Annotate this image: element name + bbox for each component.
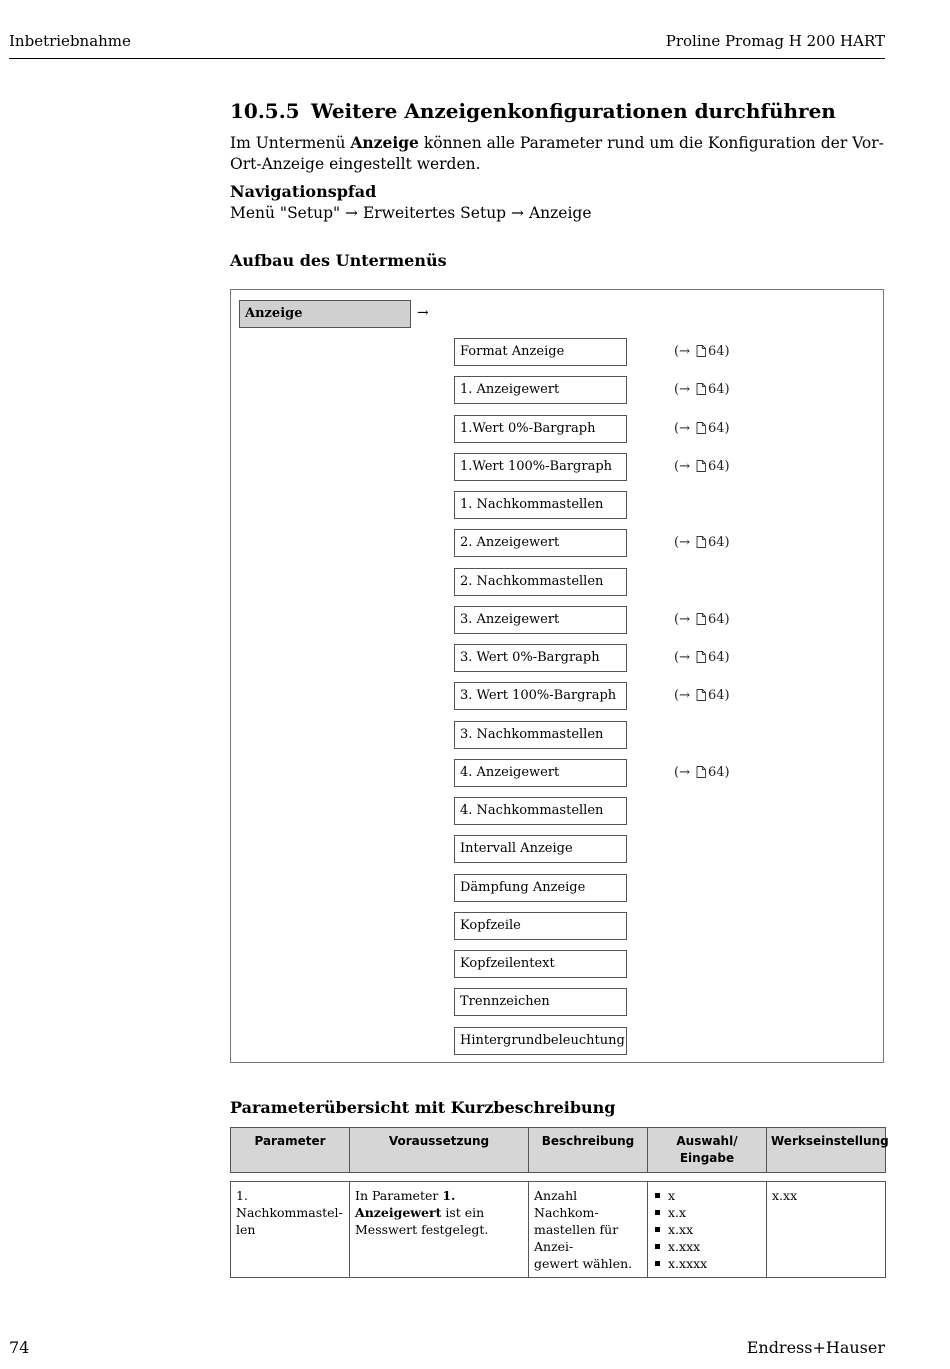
cell-condition bbox=[350, 1182, 529, 1278]
submenu-item-box: Trennzeichen bbox=[454, 988, 627, 1016]
ref-close: ) bbox=[724, 764, 730, 780]
ref-page-number: 64 bbox=[707, 458, 725, 474]
intro-bold-term: Anzeige bbox=[350, 133, 419, 152]
ref-open: ( bbox=[674, 535, 680, 551]
navigation-path: Menü "Setup" → Erweitertes Setup → Anzeige bbox=[230, 204, 592, 222]
ref-page-number: 64 bbox=[707, 420, 725, 436]
submenu-item-box: 1. Nachkommastellen bbox=[454, 491, 627, 519]
page-number: 74 bbox=[9, 1338, 30, 1357]
ref-arrow: → bbox=[679, 420, 690, 436]
running-header-left: Inbetriebnahme bbox=[9, 32, 131, 50]
intro-paragraph bbox=[230, 132, 890, 175]
cell-options bbox=[648, 1182, 767, 1278]
ref-arrow: → bbox=[679, 688, 690, 704]
ref-arrow: → bbox=[679, 764, 690, 780]
submenu-item-box: Kopfzeilentext bbox=[454, 950, 627, 978]
submenu-item-box: 2. Nachkommastellen bbox=[454, 568, 627, 596]
ref-close: ) bbox=[724, 382, 730, 398]
document-page-icon bbox=[696, 345, 706, 357]
submenu-item-box: 1.Wert 0%-Bargraph bbox=[454, 415, 627, 443]
cell-parameter: 1. Nachkommastel- len bbox=[231, 1182, 350, 1278]
submenu-item-box: 3. Anzeigewert bbox=[454, 606, 627, 634]
ref-open: ( bbox=[674, 344, 680, 359]
page-reference[interactable] bbox=[674, 459, 730, 474]
submenu-item-box: Dämpfung Anzeige bbox=[454, 874, 627, 902]
submenu-item-box: 4. Nachkommastellen bbox=[454, 797, 627, 825]
col-header-parameter: Parameter bbox=[231, 1128, 350, 1173]
ref-arrow: → bbox=[679, 611, 690, 627]
intro-text-start: Im Untermenü bbox=[230, 134, 351, 152]
option-item: x.xxxx bbox=[653, 1255, 761, 1272]
condition-bold-term: 1. Anzeigewert bbox=[355, 1188, 456, 1220]
document-page-icon bbox=[696, 766, 706, 778]
cell-default: x.xx bbox=[767, 1182, 886, 1278]
ref-close: ) bbox=[724, 344, 730, 359]
ref-open: ( bbox=[674, 764, 680, 780]
ref-page-number: 64 bbox=[707, 611, 725, 627]
submenu-item-box: 4. Anzeigewert bbox=[454, 759, 627, 787]
cell-description: Anzahl Nachkom- mastellen für Anzei- gewert wählen. bbox=[529, 1182, 648, 1278]
ref-page-number: 64 bbox=[707, 382, 725, 398]
document-page-icon bbox=[696, 383, 706, 395]
submenu-item-box: 3. Wert 0%-Bargraph bbox=[454, 644, 627, 672]
submenu-item-box: Hintergrundbeleuchtung bbox=[454, 1027, 627, 1055]
submenu-root-box: Anzeige bbox=[239, 300, 411, 328]
submenu-item-box: Intervall Anzeige bbox=[454, 835, 627, 863]
ref-close: ) bbox=[724, 535, 730, 551]
document-page-icon bbox=[696, 460, 706, 472]
section-title: Weitere Anzeigenkonfigurationen durchführen bbox=[311, 99, 836, 123]
ref-close: ) bbox=[724, 611, 730, 627]
ref-open: ( bbox=[674, 650, 680, 665]
page-reference[interactable] bbox=[674, 765, 730, 780]
ref-close: ) bbox=[724, 688, 730, 704]
submenu-heading: Aufbau des Untermenüs bbox=[230, 251, 447, 270]
col-header-werkseinstellung: Werkseinstellung bbox=[767, 1128, 886, 1173]
page-reference[interactable] bbox=[674, 344, 730, 359]
ref-open: ( bbox=[674, 458, 680, 474]
page-reference[interactable] bbox=[674, 421, 730, 436]
page-reference[interactable] bbox=[674, 688, 730, 703]
ref-close: ) bbox=[724, 420, 730, 436]
submenu-item-box: Kopfzeile bbox=[454, 912, 627, 940]
page-reference[interactable] bbox=[674, 535, 730, 550]
ref-open: ( bbox=[674, 688, 680, 704]
option-item: x.xx bbox=[653, 1221, 761, 1238]
ref-close: ) bbox=[724, 458, 730, 474]
ref-arrow: → bbox=[679, 535, 690, 551]
running-header-right: Proline Promag H 200 HART bbox=[665, 32, 885, 50]
table-row bbox=[231, 1182, 886, 1278]
submenu-arrow: → bbox=[417, 305, 429, 321]
page-reference[interactable] bbox=[674, 650, 730, 665]
ref-arrow: → bbox=[679, 382, 690, 398]
brand-footer: Endress+Hauser bbox=[746, 1338, 885, 1357]
document-page-icon bbox=[696, 651, 706, 663]
ref-page-number: 64 bbox=[707, 650, 725, 665]
ref-close: ) bbox=[724, 650, 730, 665]
document-page-icon bbox=[696, 613, 706, 625]
ref-page-number: 64 bbox=[707, 535, 725, 551]
ref-page-number: 64 bbox=[707, 764, 725, 780]
param-table-header bbox=[230, 1127, 889, 1173]
col-header-voraussetzung: Voraussetzung bbox=[350, 1128, 529, 1173]
submenu-item-box: 1. Anzeigewert bbox=[454, 376, 627, 404]
document-page-icon bbox=[696, 536, 706, 548]
document-page-icon bbox=[696, 422, 706, 434]
ref-page-number: 64 bbox=[707, 688, 725, 704]
document-page-icon bbox=[696, 689, 706, 701]
header-rule bbox=[9, 58, 885, 59]
ref-arrow: → bbox=[679, 650, 690, 665]
option-list bbox=[653, 1187, 761, 1272]
section-number: 10.5.5 bbox=[230, 99, 300, 123]
option-item: x.xxx bbox=[653, 1238, 761, 1255]
page-reference[interactable] bbox=[674, 612, 730, 627]
col-header-beschreibung: Beschreibung bbox=[529, 1128, 648, 1173]
page-reference[interactable] bbox=[674, 382, 730, 397]
submenu-diagram-frame bbox=[230, 289, 884, 1063]
submenu-item-box: 3. Wert 100%-Bargraph bbox=[454, 682, 627, 710]
intro-text-end: können alle Parameter rund um die Konfiguration der Vor-Ort-Anzeige eingestellt werden. bbox=[230, 134, 884, 173]
navigation-heading: Navigationspfad bbox=[230, 182, 377, 201]
ref-open: ( bbox=[674, 420, 680, 436]
submenu-item-box: Format Anzeige bbox=[454, 338, 627, 366]
ref-page-number: 64 bbox=[707, 344, 725, 359]
condition-text-end: ist ein Messwert festgelegt. bbox=[355, 1205, 489, 1237]
option-item: x bbox=[653, 1187, 761, 1204]
condition-text-start: In Parameter bbox=[355, 1188, 443, 1203]
option-item: x.x bbox=[653, 1204, 761, 1221]
param-table-body bbox=[230, 1181, 886, 1278]
ref-arrow: → bbox=[679, 344, 690, 359]
ref-open: ( bbox=[674, 611, 680, 627]
submenu-item-box: 1.Wert 100%-Bargraph bbox=[454, 453, 627, 481]
param-table-heading: Parameterübersicht mit Kurzbeschreibung bbox=[230, 1098, 616, 1117]
col-header-auswahl: Auswahl/ Eingabe bbox=[648, 1128, 767, 1173]
submenu-item-box: 2. Anzeigewert bbox=[454, 529, 627, 557]
ref-arrow: → bbox=[679, 458, 690, 474]
ref-open: ( bbox=[674, 382, 680, 398]
submenu-item-box: 3. Nachkommastellen bbox=[454, 721, 627, 749]
